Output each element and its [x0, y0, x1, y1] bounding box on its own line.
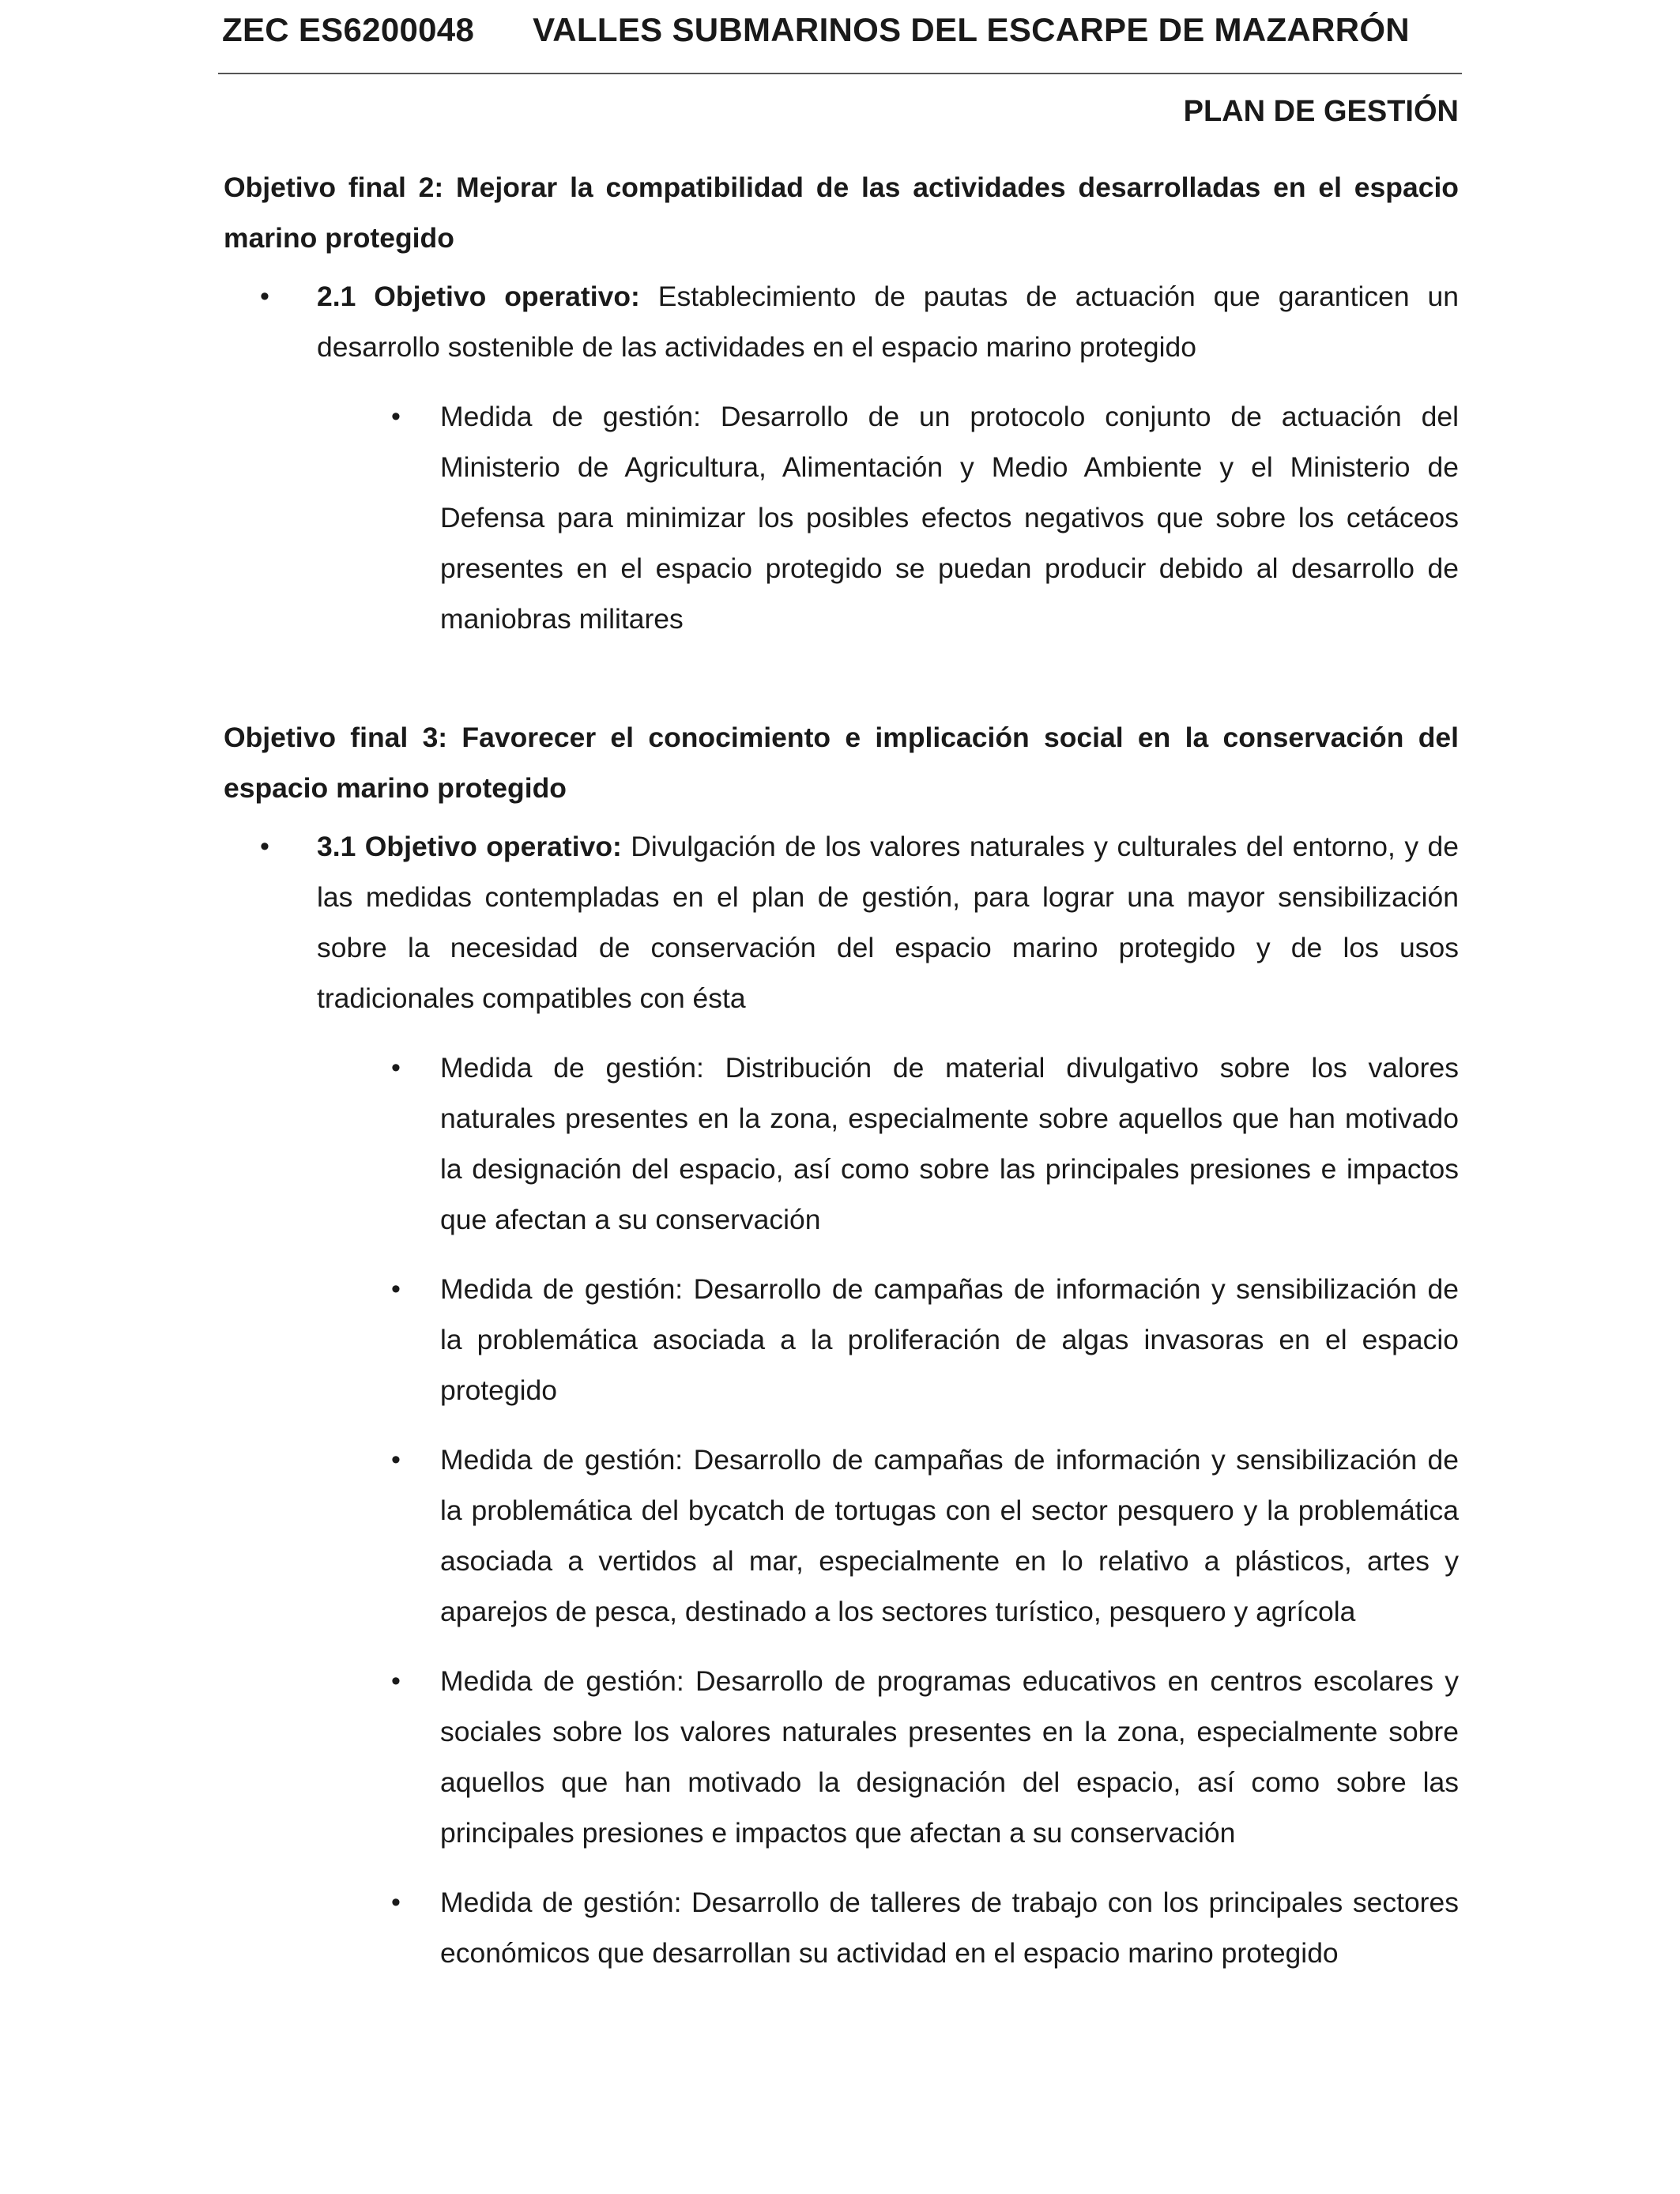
operative-objective-item: [224, 271, 1459, 372]
management-measure-item: [224, 1264, 1459, 1416]
management-measure-text: Medida de gestión: Desarrollo de campañas de información y sensibilización de la problemática asociada a la proliferación de algas invasoras en el espacio protegido: [440, 1273, 1459, 1406]
management-measure-text: Medida de gestión: Desarrollo de campañas de información y sensibilización de la problemática del bycatch de tortugas con el sector pesquero y la problemática asociada a vertidos al mar, especialmente en lo relativo a plásticos, artes y aparejos de pesca, destinado a los sectores turístico, pesquero y agrícola: [440, 1444, 1459, 1627]
document-subtitle: PLAN DE GESTIÓN: [1183, 95, 1459, 128]
document-body: [224, 162, 1459, 1978]
operative-objective-text: [317, 271, 1459, 372]
operative-objective-text: [317, 821, 1459, 1023]
management-measure-text: Medida de gestión: Desarrollo de un protocolo conjunto de actuación del Ministerio de Agricultura, Alimentación y Medio Ambiente y el Ministerio de Defensa para minimizar los posibles efectos negativos que sobre los cetáceos presentes en el espacio protegido se puedan producir debido al desarrollo de maniobras militares: [440, 401, 1459, 635]
header-divider: [218, 73, 1462, 74]
management-measure-item: [224, 1877, 1459, 1978]
final-objective-heading: Objetivo final 3: Favorecer el conocimiento e implicación social en la conservación del espacio marino protegido: [224, 722, 1459, 804]
bullet-icon: •: [260, 281, 269, 311]
section-spacer: [224, 644, 1459, 712]
operative-objective-label: 2.1 Objetivo operativo:: [317, 281, 640, 312]
site-title: VALLES SUBMARINOS DEL ESCARPE DE MAZARRÓN: [533, 11, 1410, 48]
operative-objective-label: 3.1 Objetivo operativo:: [317, 831, 622, 862]
management-measure-item: [224, 1042, 1459, 1245]
final-objective-section-3: [224, 712, 1459, 1978]
operative-objective-item: [224, 821, 1459, 1023]
operative-objective-description: Divulgación de los valores naturales y culturales del entorno, y de las medidas contempladas en el plan de gestión, para lograr una mayor sensibilización sobre la necesidad de conservación del espacio marino protegido y de los usos tradicionales compatibles con ésta: [317, 831, 1459, 1014]
management-measure-text: Medida de gestión: Desarrollo de talleres de trabajo con los principales sectores económicos que desarrollan su actividad en el espacio marino protegido: [440, 1887, 1459, 1969]
bullet-icon: •: [391, 1887, 401, 1917]
bullet-icon: •: [391, 1666, 401, 1696]
final-objective-heading: Objetivo final 2: Mejorar la compatibilidad de las actividades desarrolladas en el espacio marino protegido: [224, 172, 1459, 254]
management-measure-item: [224, 1434, 1459, 1637]
final-objective-section-2: [224, 162, 1459, 644]
bullet-icon: •: [391, 1274, 401, 1304]
management-measure-item: [224, 391, 1459, 644]
management-measure-text: Medida de gestión: Desarrollo de programas educativos en centros escolares y sociales sobre los valores naturales presentes en la zona, especialmente sobre aquellos que han motivado la designación del espacio, así como sobre las principales presiones e impactos que afectan a su conservación: [440, 1665, 1459, 1849]
management-measure-item: [224, 1656, 1459, 1858]
operative-objective-description: Establecimiento de pautas de actuación que garanticen un desarrollo sostenible de las actividades en el espacio marino protegido: [317, 281, 1460, 363]
site-code: ZEC ES6200048: [222, 11, 475, 48]
bullet-icon: •: [391, 1053, 401, 1083]
bullet-icon: •: [260, 831, 269, 861]
bullet-icon: •: [391, 401, 401, 432]
bullet-icon: •: [391, 1445, 401, 1475]
page-header: [222, 11, 1459, 49]
management-measure-text: Medida de gestión: Distribución de material divulgativo sobre los valores naturales presentes en la zona, especialmente sobre aquellos que han motivado la designación del espacio, así como sobre las principales presiones e impactos que afectan a su conservación: [440, 1052, 1459, 1235]
